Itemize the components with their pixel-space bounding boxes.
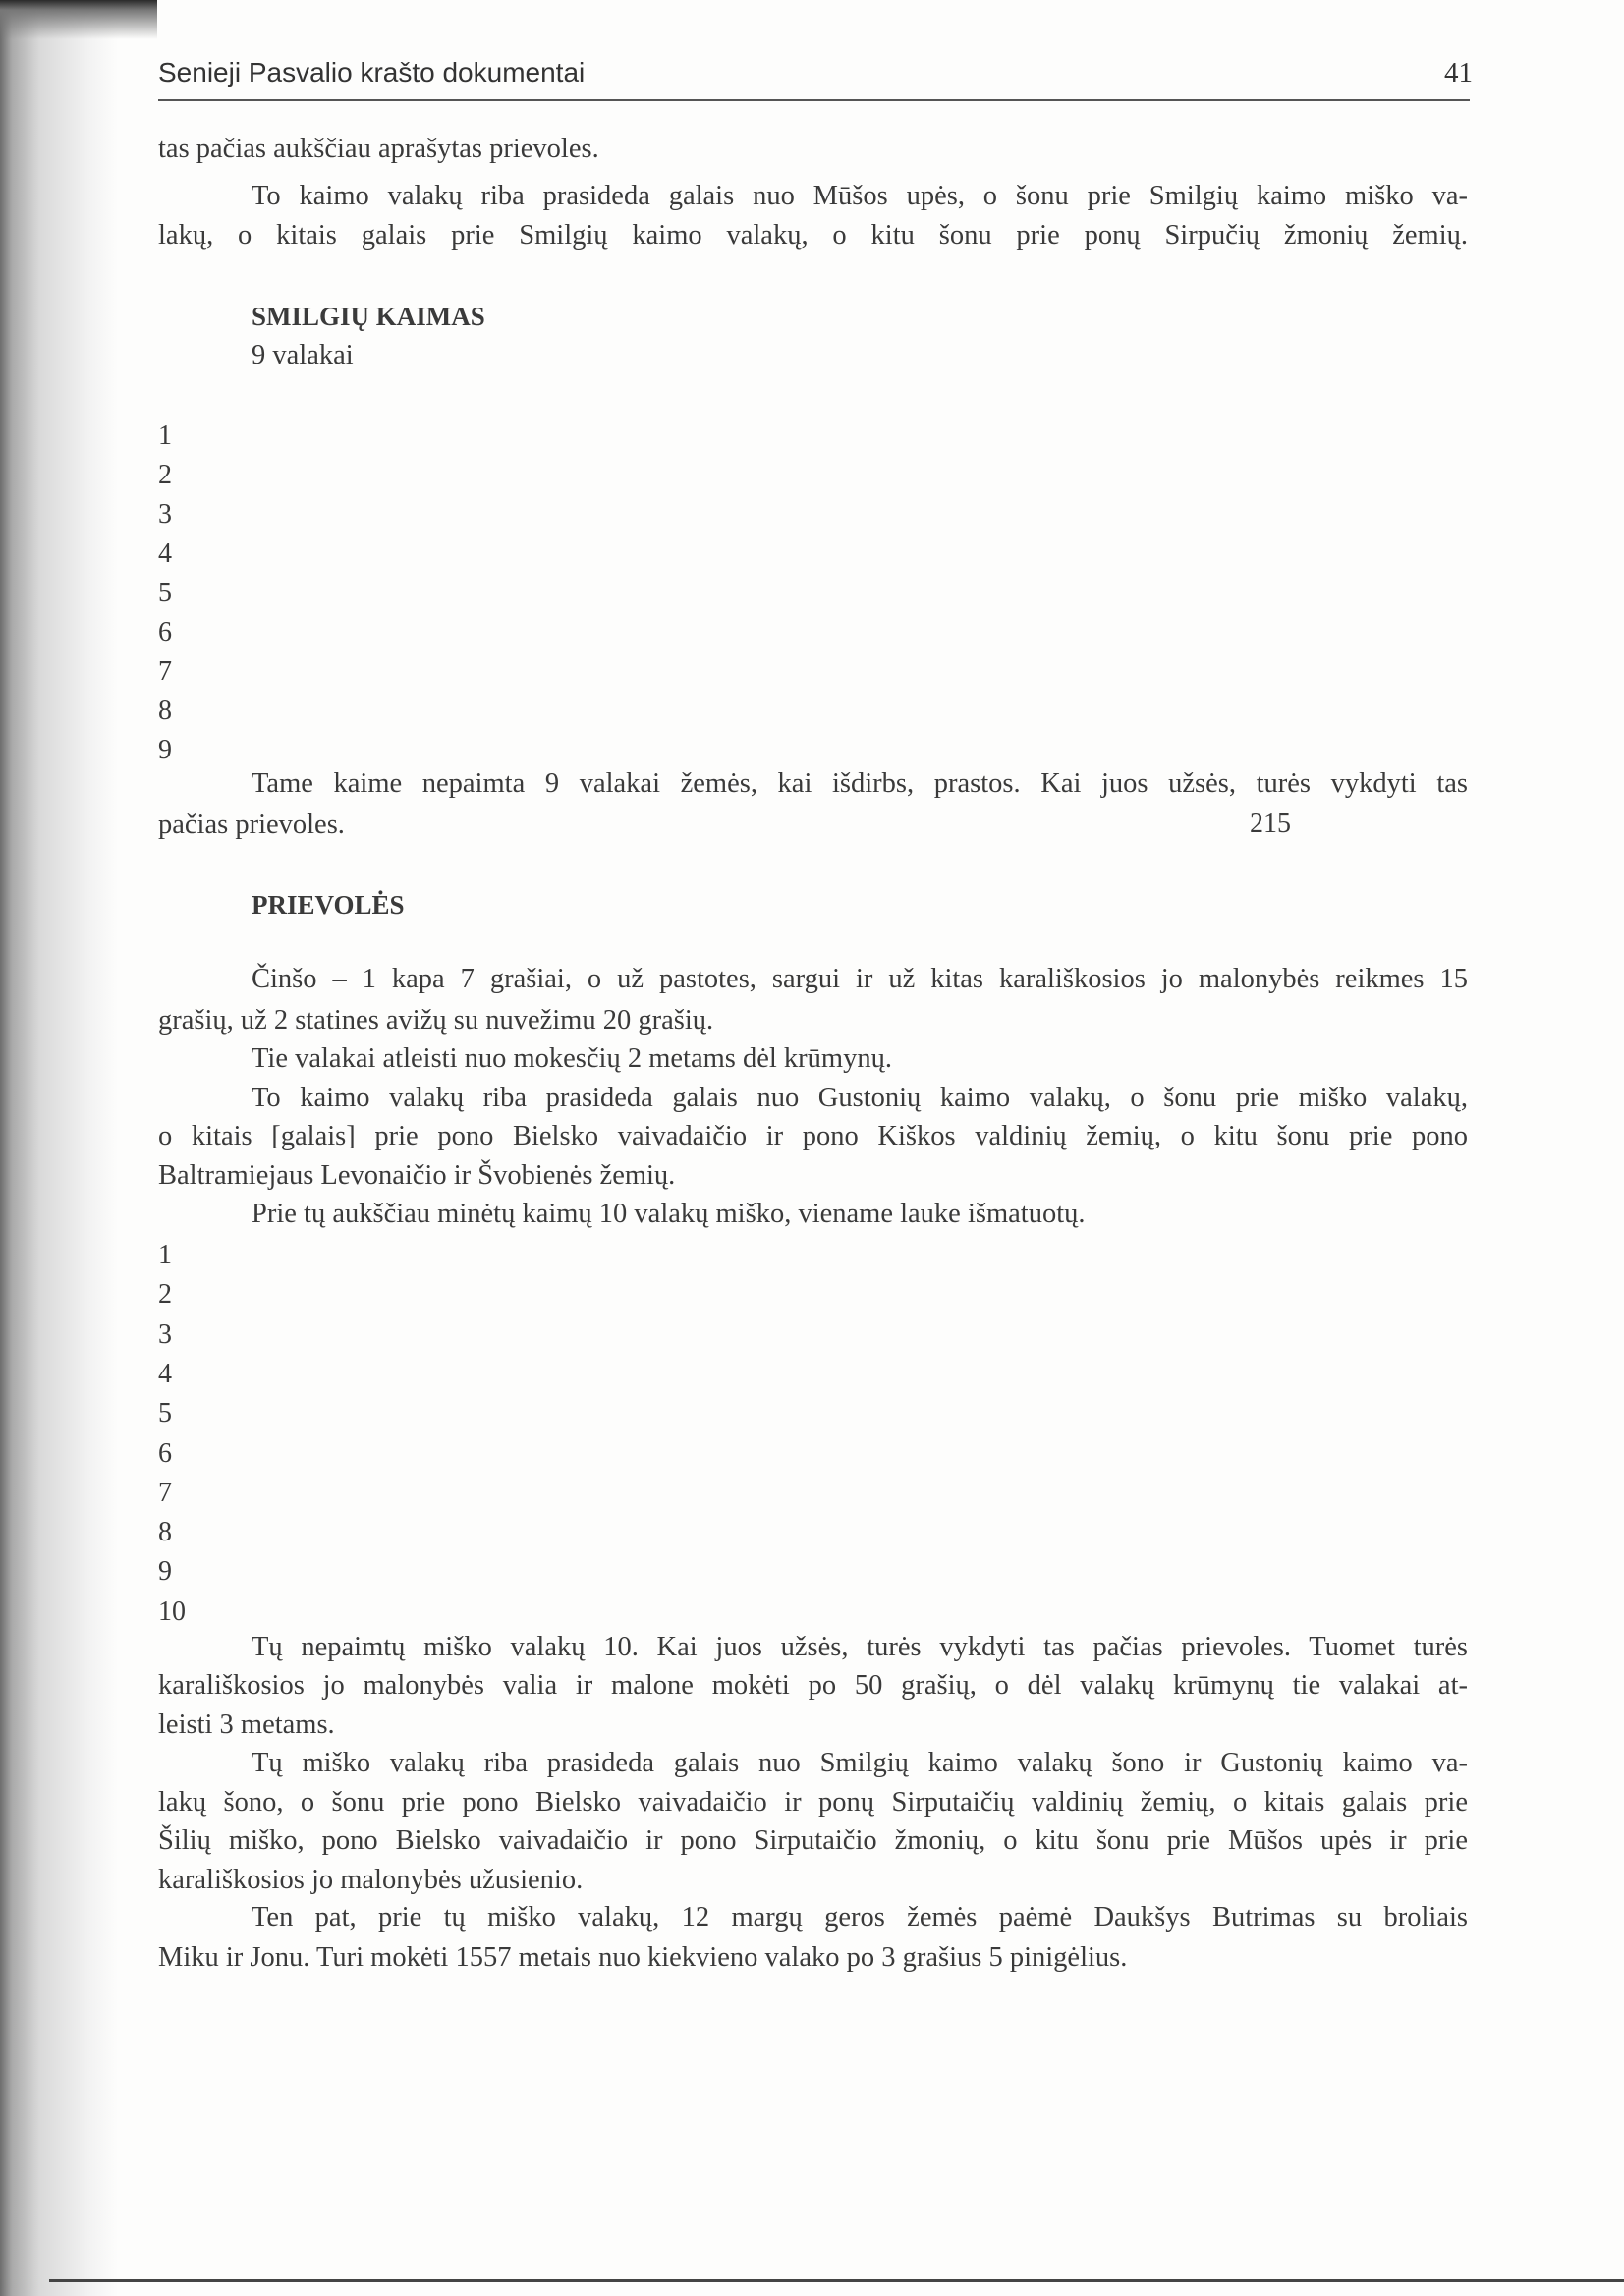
section-subheading: 9 valakai bbox=[252, 340, 354, 370]
line-number: 1 bbox=[158, 1240, 172, 1270]
line-number: 1 bbox=[158, 420, 172, 451]
scan-bottom-edge bbox=[49, 2279, 1624, 2282]
line-number: 2 bbox=[158, 1279, 172, 1311]
header-rule bbox=[158, 99, 1470, 101]
text-line: leisti 3 metams. bbox=[158, 1709, 335, 1740]
text-line: Prie tų aukščiau minėtų kaimų 10 valakų miško, viename lauke išmatuotų. bbox=[252, 1199, 1086, 1229]
text-line: Tų miško valakų riba prasideda galais nuo Smilgių kaimo valakų šono ir Gustonių kaimo va- bbox=[252, 1748, 1468, 1778]
text-line: Tame kaime nepaimta 9 valakai žemės, kai išdirbs, prastos. Kai juos užsės, turės vykdyti tas bbox=[252, 768, 1468, 799]
text-line: Miku ir Jonu. Turi mokėti 1557 metais nuo kiekvieno valako po 3 grašius 5 pinigėlius. bbox=[158, 1942, 1128, 1973]
text-line: tas pačias aukščiau aprašytas prievoles. bbox=[158, 134, 599, 164]
text-line: Tie valakai atleisti nuo mokesčių 2 metams dėl krūmynų. bbox=[252, 1043, 892, 1074]
scan-edge-shadow bbox=[0, 0, 118, 2296]
section-heading: SMILGIŲ KAIMAS bbox=[252, 302, 485, 331]
text-line: To kaimo valakų riba prasideda galais nuo Gustonių kaimo valakų, o šonu prie miško valakų, bbox=[252, 1083, 1468, 1113]
line-number: 8 bbox=[158, 696, 172, 726]
running-header: Senieji Pasvalio krašto dokumentai bbox=[158, 57, 586, 87]
line-number: 5 bbox=[158, 578, 172, 608]
margin-number: 215 bbox=[1250, 809, 1291, 839]
line-number: 3 bbox=[158, 1318, 172, 1350]
line-number: 10 bbox=[158, 1596, 186, 1627]
text-line: Činšo – 1 kapa 7 grašiai, o už pastotes, sargui ir už kitas karališkosios jo malonybės reikmes 15 bbox=[252, 964, 1468, 994]
line-number: 5 bbox=[158, 1398, 172, 1429]
line-number: 7 bbox=[158, 1477, 172, 1508]
line-number: 9 bbox=[158, 1556, 172, 1588]
text-line: Šilių miško, pono Bielsko vaivadaičio ir pono Sirputaičio žmonių, o kitu šonu prie Mūšos upės ir prie bbox=[158, 1825, 1468, 1856]
text-line: pačias prievoles. bbox=[158, 810, 345, 840]
line-number: 7 bbox=[158, 656, 172, 687]
text-line: To kaimo valakų riba prasideda galais nuo Mūšos upės, o šonu prie Smilgių kaimo miško va- bbox=[252, 181, 1468, 211]
line-number: 6 bbox=[158, 1437, 172, 1469]
text-line: Tų nepaimtų miško valakų 10. Kai juos užsės, turės vykdyti tas pačias prievoles. Tuomet turės bbox=[252, 1632, 1468, 1662]
section-heading: PRIEVOLĖS bbox=[252, 890, 405, 920]
line-number: 4 bbox=[158, 1358, 172, 1389]
text-line: Baltramiejaus Levonaičio ir Švobienės žemių. bbox=[158, 1160, 676, 1191]
line-number: 9 bbox=[158, 735, 172, 765]
text-line: karališkosios jo malonybės užusienio. bbox=[158, 1865, 584, 1895]
page-number: 41 bbox=[1444, 57, 1473, 88]
line-number: 8 bbox=[158, 1517, 172, 1548]
text-line: lakų, o kitais galais prie Smilgių kaimo valakų, o kitu šonu prie ponų Sirpučių žmonių žemių. bbox=[158, 220, 1468, 251]
line-number: 2 bbox=[158, 460, 172, 490]
line-number: 3 bbox=[158, 499, 172, 530]
text-line: lakų šono, o šonu prie pono Bielsko vaivadaičio ir ponų Sirputaičių valdinių žemių, o kitais galais prie bbox=[158, 1787, 1468, 1818]
line-number: 4 bbox=[158, 538, 172, 569]
text-line: grašių, už 2 statines avižų su nuvežimu 20 grašių. bbox=[158, 1005, 714, 1036]
text-line: karališkosios jo malonybės valia ir malone mokėti po 50 grašių, o dėl valakų krūmynų tie valakai at- bbox=[158, 1670, 1468, 1701]
line-number: 6 bbox=[158, 617, 172, 647]
text-line: o kitais [galais] prie pono Bielsko vaivadaičio ir pono Kiškos valdinių žemių, o kitu šonu prie pono bbox=[158, 1121, 1468, 1151]
text-line: Ten pat, prie tų miško valakų, 12 margų geros žemės paėmė Daukšys Butrimas su broliais bbox=[252, 1902, 1468, 1932]
scan-corner-shadow bbox=[0, 0, 157, 39]
